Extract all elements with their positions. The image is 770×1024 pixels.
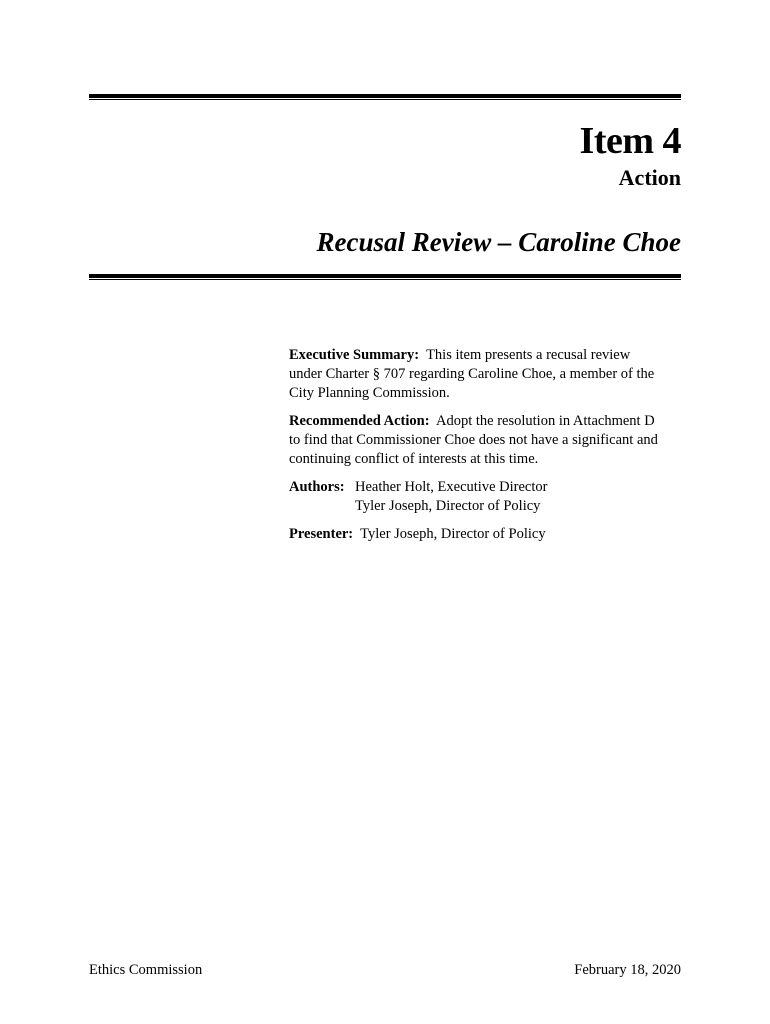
authors xyxy=(289,478,689,516)
recommended-action-text-3: continuing conflict of interests at this time. xyxy=(289,451,539,467)
executive-summary-text-3: City Planning Commission. xyxy=(289,385,450,401)
executive-summary-line-1 xyxy=(289,346,689,365)
author-name: Tyler Joseph, Director of Policy xyxy=(355,498,541,514)
footer-organization: Ethics Commission xyxy=(89,962,203,978)
authors-label: Authors: xyxy=(289,479,345,495)
recommended-action xyxy=(289,412,689,469)
presenter xyxy=(289,525,689,544)
recommended-action-label: Recommended Action: xyxy=(289,413,430,429)
bottom-divider-thick xyxy=(89,274,681,278)
item-title: Recusal Review – Caroline Choe xyxy=(316,227,681,257)
bottom-divider xyxy=(89,274,681,280)
footer-date: February 18, 2020 xyxy=(574,962,681,978)
author-name: Heather Holt, Executive Director xyxy=(355,479,548,495)
item-type: Action xyxy=(618,165,681,190)
executive-summary-text-2: under Charter § 707 regarding Caroline Choe, a member of the xyxy=(289,366,655,382)
item-summary xyxy=(289,346,689,553)
recommended-action-text-1: Adopt the resolution in Attachment D xyxy=(436,413,655,429)
executive-summary-label: Executive Summary: xyxy=(289,347,420,363)
top-divider-thin xyxy=(89,99,681,100)
executive-summary-text-1: This item presents a recusal review xyxy=(426,347,631,363)
authors-list xyxy=(355,478,547,516)
executive-summary xyxy=(289,346,689,403)
recommended-action-text-2: to find that Commissioner Choe does not have a significant and xyxy=(289,432,658,448)
top-divider-thick xyxy=(89,94,681,98)
top-divider xyxy=(89,94,681,100)
item-number: Item 4 xyxy=(579,120,681,162)
presenter-label: Presenter: xyxy=(289,526,354,542)
presenter-name: Tyler Joseph, Director of Policy xyxy=(360,526,546,542)
bottom-divider-thin xyxy=(89,279,681,280)
presenter-line xyxy=(289,525,689,544)
recommended-action-line-1 xyxy=(289,412,689,431)
